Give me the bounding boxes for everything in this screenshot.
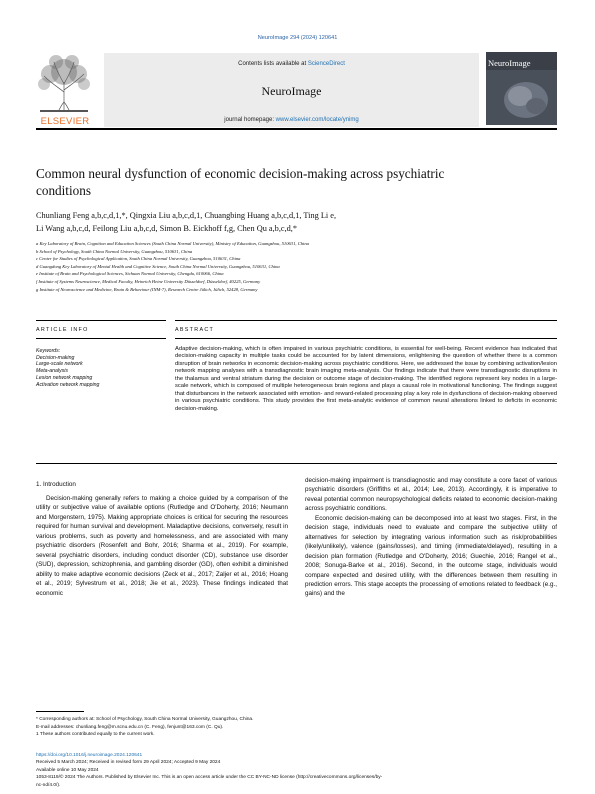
paragraph: Economic decision-making can be decomposed into at least two stages. First, in the decision stage, individuals need to evaluate and compare the subjective utility of alternatives for selection by integrating various information such as risk/probabilities (likely/unlikely), valence (gains/losses), and timing (immediate/delayed), resulting in a decision plan formation (Rutledge and O'Doherty, 2016; Guechie, 2016; Rangel et al., 2008; Sonuga-Barke et al., 2016). Second, in the outcome stage, individuals would compare expected and desired utility, with the differences between them resulting in prediction errors. This stage accepts the processing of emotions related to feedback (e.g., gains) and the: [305, 514, 557, 598]
sciencedirect-link[interactable]: ScienceDirect: [307, 61, 345, 67]
keyword: Meta-analysis: [36, 368, 69, 375]
doi-link[interactable]: https://doi.org/10.1016/j.neuroimage.2024.120641: [36, 753, 143, 758]
abstract-top-rule: [175, 320, 557, 321]
affiliation-c: c Center for Studies of Psychological Application, South China Normal University, Guangzhou, 510631, China: [36, 256, 241, 262]
keyword: Decision-making: [36, 354, 75, 361]
available-online: Available online 10 May 2024: [36, 767, 99, 773]
footnote-rule: [36, 711, 84, 712]
homepage-prefix: journal homepage:: [224, 117, 276, 123]
journal-reference[interactable]: NeuroImage 294 (2024) 120641: [257, 35, 338, 41]
paragraph: Decision-making generally refers to making a choice guided by a comparison of the utility or subjective value of available options (Rutledge and O'Doherty, 2016; Neumann and Morgenstern, 1975). Making appropriate choices is critical for securing the resources required for human survival and development. Maladaptive decisions, conversely, result in various problems, such as poverty and homelessness, and are associated with many psychiatric disorders (Rosenfelt and Bohr, 2016; Sharma et al., 2019). For example, several psychiatric disorders, including conduct disorder (CD), substance use disorder (SUD), depression, schizophrenia, and gambling disorder (GD), often exhibit a diminished ability to make adaptive economic decisions (Zeck et al., 2017; Zaljer et al., 2016; Hoang et al., 2019; Sylvestrum et al., 2018; Jie et al., 2023). These findings indicated that economic: [36, 495, 288, 597]
header-rule: [36, 128, 557, 130]
keyword: Lesion network mapping: [36, 374, 93, 381]
paragraph: decision-making impairment is transdiagnostic and may constitute a core facet of various psychiatric disorders (Griffiths et al., 2014; Lee, 2013). Accordingly, it is imperative to reveal potential common neuropsychological deficits related to economic decision-making across psychiatric conditions.: [305, 477, 557, 513]
authors-line-1[interactable]: Chunliang Feng a,b,c,d,1,*, Qingxia Liu a,b,c,d,1, Chuangbing Huang a,b,c,d,1, Ting Li e,: [36, 211, 337, 220]
license-line-1[interactable]: 1053-8119/© 2024 The Authors. Published by Elsevier Inc. This is an open access article under the CC BY-NC-ND license (http://creativecommons.org/licenses/by-: [36, 775, 383, 781]
contents-line: [104, 61, 479, 67]
article-info-top-rule: [36, 320, 166, 321]
section-heading-introduction: 1. Introduction: [36, 481, 76, 488]
authors-line-2[interactable]: Li Wang a,b,c,d, Feilong Liu a,b,c,d, Simon B. Eickhoff f,g, Chen Qu a,b,c,d,*: [36, 223, 298, 233]
abstract-bottom-rule: [175, 338, 557, 339]
author-list: [36, 210, 557, 235]
journal-cover[interactable]: [486, 52, 557, 125]
affiliation-g: g Institute of Neuroscience and Medicine, Brain & Behaviour (INM-7), Research Centre Jülich, Jülich, 52428, Germany: [36, 286, 258, 292]
article-info-bottom-rule: [36, 338, 166, 339]
affiliation-e: e Institute of Brain and Psychological Sciences, Sichuan Normal University, Chengdu, 610066, China: [36, 271, 224, 277]
abstract-text: Adaptive decision-making, which is often impaired in various psychiatric conditions, is essential for well-being. Recent evidence has indicated that decision-making capacity in multiple tasks could be accounted for by latent dimensions, enlightening the question of whether there is a common disruption of brain networks in economic decision-making across psychiatric conditions. Here, we addressed the issue by combining activation/lesion network mapping analyses with a transdiagnostic brain imaging meta-analysis. Our findings indicate that there were transdiagnostic disruptions in the thalamus and ventral striatum during the decision or outcome stage of decision-making. The identified regions represent key nodes in a large-scale network, which is composed of multiple heterogeneous brain regions and plays a causal role in motivational functioning. The findings suggest that disturbances in the network associated with emotion- and reward-related processing play a key role in dysfunctions of decision-making observed in various psychiatric conditions. This study provides the first meta-analytic evidence of common neural alterations linked to deficits in economic decision-making.: [175, 346, 557, 412]
affiliation-b: b School of Psychology, South China Normal University, Guangzhou, 510631, China: [36, 248, 193, 254]
cover-title: NeuroImage: [488, 58, 531, 68]
body-column-right: [305, 476, 557, 599]
publisher-wordmark: ELSEVIER: [40, 116, 90, 127]
received-dates: Received 5 March 2024; Received in revised form 29 April 2024; Accepted 9 May 2024: [36, 760, 221, 766]
keywords-block: [36, 348, 166, 388]
footnote-equal-contribution: 1 These authors contributed equally to the current work.: [36, 732, 155, 738]
keyword: Large-scale network: [36, 361, 83, 368]
affiliation-a: a Key Laboratory of Brain, Cognition and Education Sciences (South China Normal University), Ministry of Education, Guangzhou, 510631, China: [36, 241, 309, 246]
elsevier-tree-logo: [36, 52, 92, 126]
affiliation-d: d Guangdong Key Laboratory of Mental Health and Cognitive Science, South China Normal University, Guangzhou, 510631, China: [36, 263, 280, 269]
homepage-line: [104, 117, 479, 123]
contents-prefix: Contents lists available at: [238, 61, 308, 67]
footnote-email[interactable]: E-mail addresses: chunliang.feng@m.scnu.edu.cn (C. Feng), fenjunt@163.com (C. Qu).: [36, 724, 224, 730]
article-metadata: [36, 752, 557, 789]
abstract-end-rule: [36, 463, 557, 464]
article-info-label: ARTICLE INFO: [36, 327, 89, 333]
footnotes: [36, 716, 557, 739]
affiliation-f: f Institute of Systems Neuroscience, Medical Faculty, Heinrich Heine University Düsseldorf, Düsseldorf, 40225, Germany: [36, 278, 261, 284]
keyword: Activation network mapping: [36, 381, 100, 388]
article-title: Common neural dysfunction of economic decision-making across psychiatric conditions: [36, 166, 445, 198]
journal-name: NeuroImage: [261, 84, 322, 98]
keywords-heading: Keywords:: [36, 348, 61, 354]
affiliations: [36, 240, 557, 293]
homepage-link[interactable]: www.elsevier.com/locate/ynimg: [275, 117, 359, 123]
abstract-label: ABSTRACT: [175, 327, 215, 333]
footnote-corresponding: * Corresponding authors at: School of Psychology, South China Normal University, Guangzhou, China.: [36, 717, 254, 722]
body-column-left: [36, 494, 288, 598]
license-line-2[interactable]: nc-nd/4.0/).: [36, 782, 61, 788]
